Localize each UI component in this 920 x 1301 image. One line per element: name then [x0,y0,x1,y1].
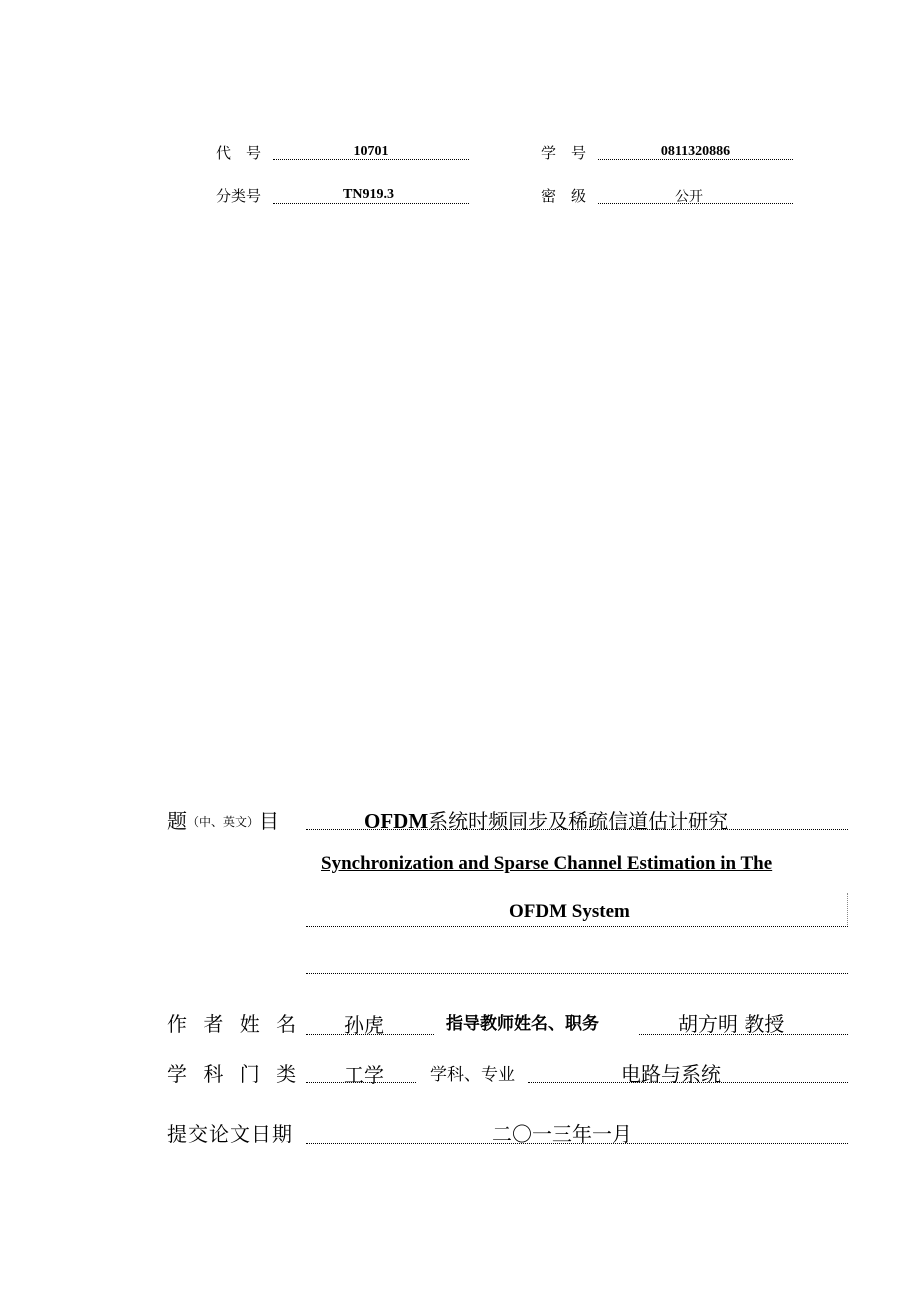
en-title-line2: OFDM System [509,901,630,922]
title-label-pre: 题 [167,809,187,833]
title-label-note: （中、英文） [187,815,260,829]
category-value: 工学 [344,1063,384,1087]
secrecy-label: 密 级 [541,187,587,205]
secrecy-value: 公开 [675,189,703,205]
advisor-label: 指导教师姓名、职务 [446,1014,599,1034]
title-label-post: 目 [259,809,280,833]
cn-title-prefix: OFDM [364,809,429,833]
title-label [167,805,279,834]
en-title-line2-underline [306,926,848,927]
author-name-value: 孙虎 [344,1013,384,1037]
cn-title [364,805,728,834]
advisor-value: 胡方明 教授 [678,1012,785,1036]
class-underline [273,203,469,204]
cn-title-rest: 系统时频同步及稀疏信道估计研究 [428,809,729,833]
submission-date-label: 提交论文日期 [167,1122,293,1146]
code-label: 代 号 [216,144,262,162]
submission-date-value: 二〇一三年一月 [492,1122,632,1146]
class-label: 分类号 [216,187,262,205]
major-label: 学科、专业 [430,1065,515,1085]
class-value: TN919.3 [343,187,394,202]
en-title-line1: Synchronization and Sparse Channel Estimation in The [321,853,773,874]
student-id-label: 学 号 [541,144,587,162]
en-title-line2-rule [847,893,848,925]
title-blank-underline [306,973,848,974]
code-value: 10701 [353,144,389,159]
category-label: 学 科 门 类 [167,1062,302,1086]
author-name-label: 作 者 姓 名 [167,1012,302,1036]
student-id-value: 0811320886 [660,144,731,159]
major-value: 电路与系统 [621,1062,721,1086]
